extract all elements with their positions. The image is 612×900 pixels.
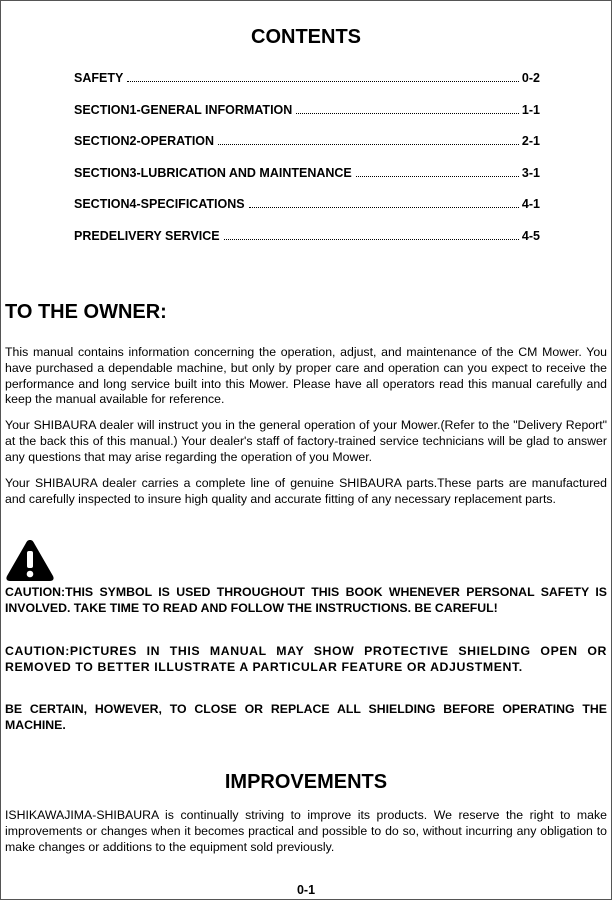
caution-safety-symbol: CAUTION:THIS SYMBOL IS USED THROUGHOUT THIS BOOK WHENEVER PERSONAL SAFETY IS INVOLVED. TAKE TIME TO READ AND FOLLOW THE INSTRUCTIONS. BE CAREFUL! — [5, 585, 607, 615]
caution-shielding-pictures: CAUTION:PICTURES IN THIS MANUAL MAY SHOW PROTECTIVE SHIELDING OPEN OR REMOVED TO BETTER ILLUSTRATE A PARTICULAR FEATURE OR ADJUSTMENT. — [5, 644, 607, 674]
toc-entry-page: 1-1 — [521, 102, 540, 117]
owner-paragraph-manual: This manual contains information concerning the operation, adjust, and maintenance of the CM Mower. You have purchased a dependable machine, but only by proper care and operation can you expect to receive the performance and long service built into this Mower. Please have all operators read this manual carefully and keep the manual available for reference. — [5, 345, 607, 407]
toc-leader-dots — [224, 238, 519, 240]
owner-paragraph-parts: Your SHIBAURA dealer carries a complete line of genuine SHIBAURA parts.These parts are manufactured and carefully inspected to insure high quality and accurate fitting of any necessary replacement parts. — [5, 476, 607, 506]
toc-entry-operation[interactable] — [74, 133, 540, 165]
toc-leader-dots — [127, 80, 519, 82]
table-of-contents — [74, 70, 540, 260]
contents-title: CONTENTS — [251, 26, 361, 48]
toc-entry-safety[interactable] — [74, 70, 540, 102]
warning-triangle-icon — [5, 538, 55, 582]
toc-entry-page: 3-1 — [521, 165, 540, 180]
owner-paragraph-dealer: Your SHIBAURA dealer will instruct you in the general operation of your Mower.(Refer to the "Delivery Report" at the back this of this manual.) Your dealer's staff of factory-trained service technicians will be glad to answer any questions that may arise regarding the operation of you Mower. — [5, 418, 607, 464]
toc-entry-predelivery-service[interactable] — [74, 228, 540, 260]
toc-entry-label: SAFETY — [74, 71, 124, 85]
caution-close-shielding: BE CERTAIN, HOWEVER, TO CLOSE OR REPLACE ALL SHIELDING BEFORE OPERATING THE MACHINE. — [5, 702, 607, 732]
toc-entry-label: SECTION1-GENERAL INFORMATION — [74, 102, 293, 117]
toc-leader-dots — [356, 175, 519, 177]
toc-entry-page: 4-5 — [521, 228, 540, 243]
improvements-paragraph: ISHIKAWAJIMA-SHIBAURA is continually striving to improve its products. We reserve the right to make improvements or changes when it becomes practical and possible to do so, without incurring any obligation to make changes or additions to the equipment sold previously. — [5, 808, 607, 854]
toc-entry-label: SECTION2-OPERATION — [74, 134, 215, 149]
toc-entry-page: 0-2 — [521, 71, 540, 85]
toc-entry-label: SECTION4-SPECIFICATIONS — [74, 197, 245, 212]
improvements-title: IMPROVEMENTS — [224, 771, 388, 793]
toc-leader-dots — [296, 112, 519, 114]
toc-entry-label: SECTION3-LUBRICATION AND MAINTENANCE — [74, 165, 352, 180]
toc-entry-page: 4-1 — [521, 197, 540, 212]
toc-entry-specifications[interactable] — [74, 196, 540, 228]
toc-leader-dots — [249, 206, 519, 208]
toc-leader-dots — [218, 143, 519, 145]
page-number: 0-1 — [296, 883, 316, 897]
toc-entry-label: PREDELIVERY SERVICE — [74, 228, 220, 243]
toc-entry-lubrication-maintenance[interactable] — [74, 165, 540, 197]
owner-section-title: TO THE OWNER: — [5, 301, 167, 323]
toc-entry-page: 2-1 — [521, 134, 540, 149]
toc-entry-general-information[interactable] — [74, 102, 540, 134]
